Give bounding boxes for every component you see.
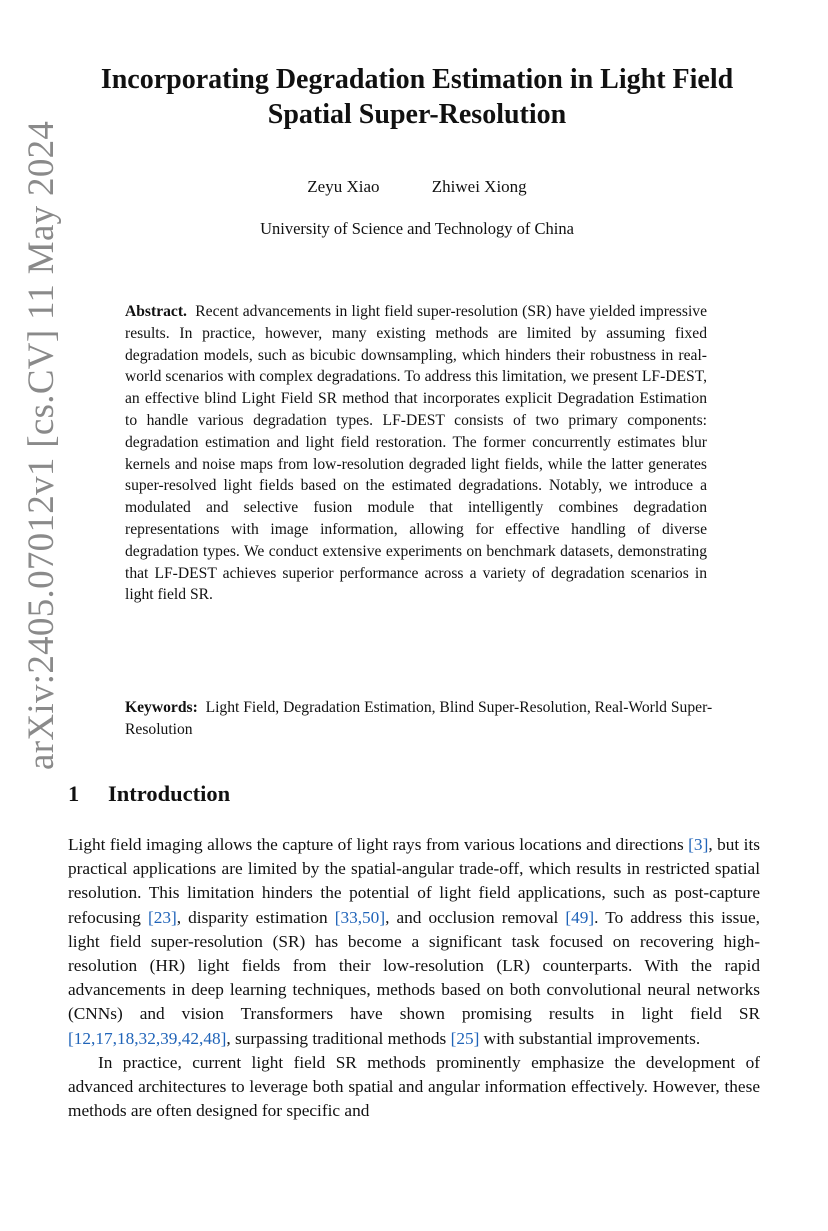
citation-link[interactable]: [12,17,18,32,39,42,48] bbox=[68, 1028, 227, 1048]
author-list bbox=[72, 177, 762, 197]
arxiv-identifier: arXiv:2405.07012v1 [cs.CV] 11 May 2024 bbox=[21, 120, 62, 770]
body-paragraph bbox=[68, 833, 760, 1051]
paper-title: Incorporating Degradation Estimation in Light Field Spatial Super-Resolution bbox=[100, 64, 734, 130]
citation-link[interactable]: [3] bbox=[688, 835, 709, 854]
body-text-run: Light field imaging allows the capture of light rays from various locations and directions bbox=[68, 835, 689, 854]
section-number: 1 bbox=[68, 781, 80, 806]
abstract-text: Recent advancements in light field super-resolution (SR) have yielded impressive results. In practice, however, many existing methods are limited by assuming fixed degradation models, such as bicubic downsampling, which hinders their robustness in real-world scenarios with complex degradations. To address this limitation, we present LF-DEST, an effective blind Light Field SR method that incorporates explicit Degradation Estimation to handle various degradation types. LF-DEST consists of two primary components: degradation estimation and light field restoration. The former concurrently estimates blur kernels and noise maps from low-resolution degraded light fields, while the latter generates super-resolved light fields based on the estimated degradations. Notably, we introduce a modulated and selective fusion module that intelligently combines degradation representations with image information, allowing for effective handling of diverse degradation types. We conduct extensive experiments on benchmark datasets, demonstrating that LF-DEST achieves superior performance across a variety of degradation scenarios in light field SR. bbox=[125, 303, 707, 604]
body-text-run: , but its practical applications are limited by the spatial-angular trade-off, which results in restricted spatial resolution. This limitation hinders the potential of light field applications, such as post-capture refocusing bbox=[68, 835, 760, 927]
citation-link[interactable]: [25] bbox=[450, 1028, 480, 1048]
citation-link[interactable]: [49] bbox=[565, 907, 595, 927]
citation-link[interactable]: [23] bbox=[147, 907, 177, 927]
section-heading bbox=[68, 781, 760, 807]
body-text-run: , and occlusion removal bbox=[385, 907, 566, 927]
body-paragraph bbox=[68, 1051, 760, 1124]
body-text-run: . To address this issue, light field super-resolution (SR) has become a significant task focused on recovering high-resolution (HR) light fields from their low-resolution (LR) counterparts. With the rapid advancements in deep learning techniques, methods based on both convolutional neural networks (CNNs) and vision Transformers have shown promising results in light field SR bbox=[68, 907, 760, 1024]
affiliation: University of Science and Technology of China bbox=[260, 219, 574, 238]
author-name: Zeyu Xiao bbox=[307, 177, 380, 196]
section-body bbox=[68, 833, 760, 1123]
body-text-run: In practice, current light field SR methods prominently emphasize the development of advanced architectures to leverage both spatial and angular information effectively. However, these methods are often designed for specific and bbox=[68, 1052, 760, 1121]
citation-link[interactable]: [33,50] bbox=[334, 907, 386, 927]
body-text-run: with substantial improvements. bbox=[479, 1028, 701, 1048]
body-text-run: , disparity estimation bbox=[176, 907, 335, 927]
section-title: Introduction bbox=[108, 781, 231, 806]
abstract-label: Abstract. bbox=[125, 303, 187, 320]
keywords bbox=[125, 697, 725, 741]
body-text-run: , surpassing traditional methods bbox=[226, 1028, 451, 1048]
keywords-label: Keywords: bbox=[125, 699, 198, 716]
author-name: Zhiwei Xiong bbox=[431, 177, 527, 196]
abstract bbox=[125, 301, 707, 606]
keywords-text: Light Field, Degradation Estimation, Blind Super-Resolution, Real-World Super-Resolution bbox=[125, 699, 713, 738]
